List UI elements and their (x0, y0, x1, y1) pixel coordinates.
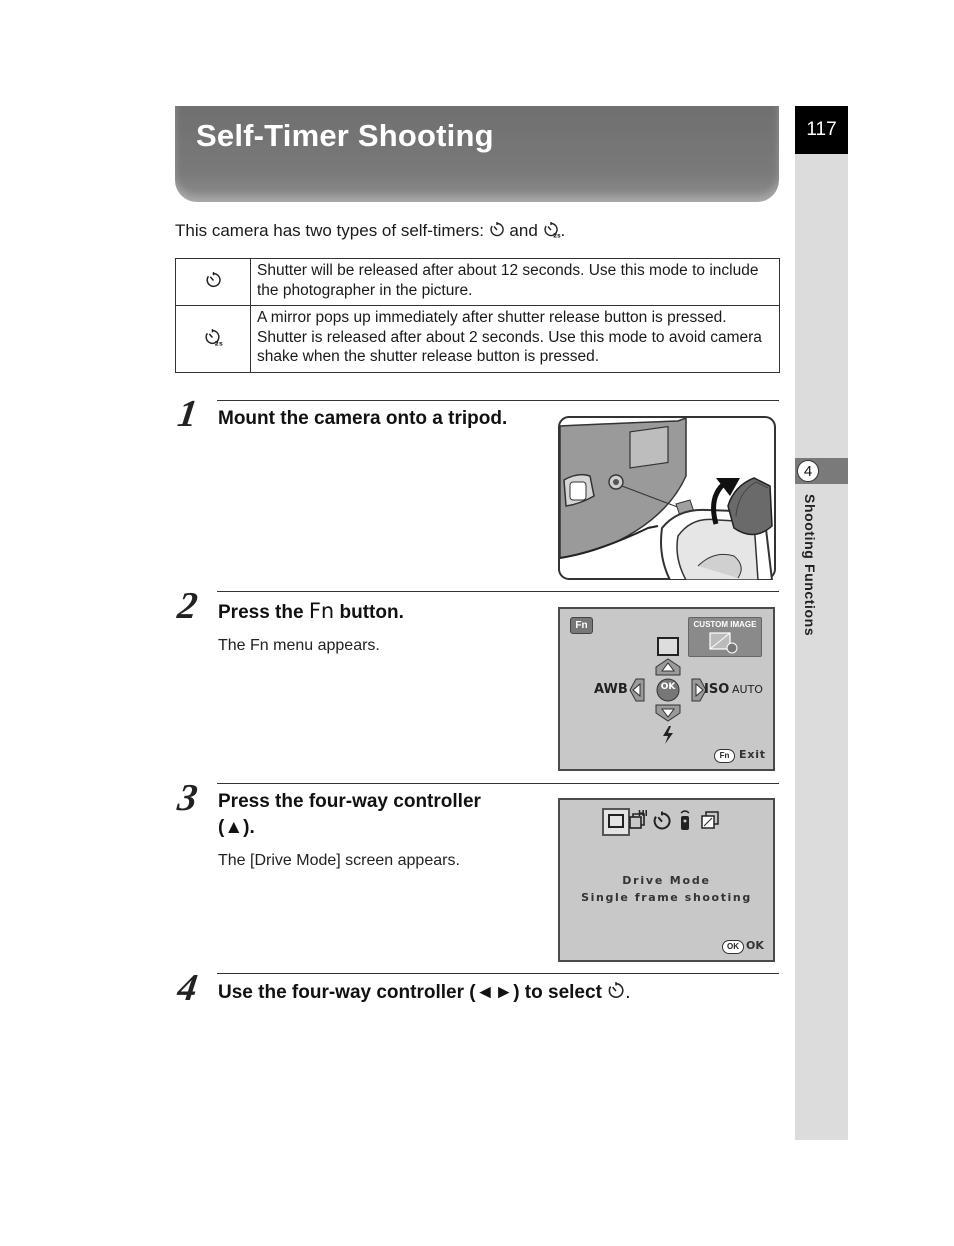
single-frame-icon (608, 814, 624, 828)
exit-label: Exit (739, 748, 766, 761)
step-heading: Press the four-way controller (218, 791, 481, 812)
self-timer-2s-icon (204, 328, 223, 346)
fn-key-label: Fn (308, 599, 335, 623)
table-row (176, 259, 780, 306)
fn-menu-screen (558, 607, 775, 771)
custom-image-label: CUSTOM IMAGE (693, 620, 757, 629)
step-number: 4 (175, 967, 200, 1009)
self-timer-icon (652, 810, 672, 832)
step-subtext: The Fn menu appears. (218, 637, 380, 654)
page-number: 117 (795, 106, 848, 154)
fn-badge: Fn (570, 617, 593, 634)
step-divider (217, 973, 779, 974)
table-description: A mirror pops up immediately after shutter release button is pressed. Shutter is released after about 2 seconds. Use this mode to avoid camera shake when the shutter release button is pressed. (251, 306, 780, 373)
step-number: 3 (175, 777, 200, 819)
step-heading (218, 980, 630, 1006)
page-title: Self-Timer Shooting (196, 118, 494, 153)
table-icon-cell (176, 259, 251, 306)
intro-end: . (560, 221, 566, 240)
ok-key: OK (722, 940, 744, 954)
chapter-label: Shooting Functions (802, 494, 818, 637)
drive-mode-subtitle: Single frame shooting (581, 891, 752, 904)
bracketing-icon (700, 809, 724, 831)
self-timer-12s-icon (489, 221, 505, 238)
self-timer-12s-icon (205, 271, 222, 289)
remote-control-icon (678, 808, 692, 832)
self-timer-table (175, 258, 780, 373)
step-heading-prefix: Press the (218, 602, 304, 623)
step-subtext: The [Drive Mode] screen appears. (218, 852, 460, 869)
drive-mode-title: Drive Mode (622, 874, 711, 887)
step-divider (217, 400, 779, 401)
intro-text (175, 221, 565, 241)
step-heading (218, 598, 404, 626)
step-heading-suffix: button. (339, 602, 404, 623)
step-heading-end: . (625, 982, 631, 1003)
flash-icon (660, 725, 676, 745)
svg-text:2s: 2s (552, 232, 561, 238)
custom-image-panel (688, 617, 762, 657)
step-heading: Mount the camera onto a tripod. (218, 408, 508, 429)
step-heading-line2: (▲). (218, 817, 255, 838)
table-row (176, 306, 780, 373)
iso-value: AUTO (732, 683, 763, 696)
drive-mode-screen (558, 798, 775, 962)
step-divider (217, 591, 779, 592)
ok-label: OK (746, 939, 764, 952)
hi-label: HI (638, 809, 648, 818)
custom-image-icon (709, 632, 739, 654)
step-number: 1 (175, 393, 200, 435)
continuous-hi-icon (628, 808, 650, 832)
iso-label: ISO (704, 682, 730, 697)
awb-label: AWB (594, 682, 628, 697)
single-frame-icon (657, 637, 679, 656)
ok-button-label: OK (660, 682, 676, 692)
step-number: 2 (175, 585, 200, 627)
self-timer-2s-icon (543, 221, 561, 238)
tripod-mount-illustration (558, 416, 776, 580)
step-heading-text: Use the four-way controller (◄►) to select (218, 982, 602, 1003)
intro-prefix: This camera has two types of self-timers: (175, 221, 484, 240)
step-divider (217, 783, 779, 784)
exit-fn-key: Fn (714, 749, 735, 763)
svg-text:2s: 2s (214, 339, 223, 346)
intro-and: and (509, 221, 538, 240)
table-description: Shutter will be released after about 12 seconds. Use this mode to include the photographer in the picture. (251, 259, 780, 306)
table-icon-cell (176, 306, 251, 373)
self-timer-icon (607, 981, 625, 1000)
chapter-number: 4 (797, 460, 819, 482)
